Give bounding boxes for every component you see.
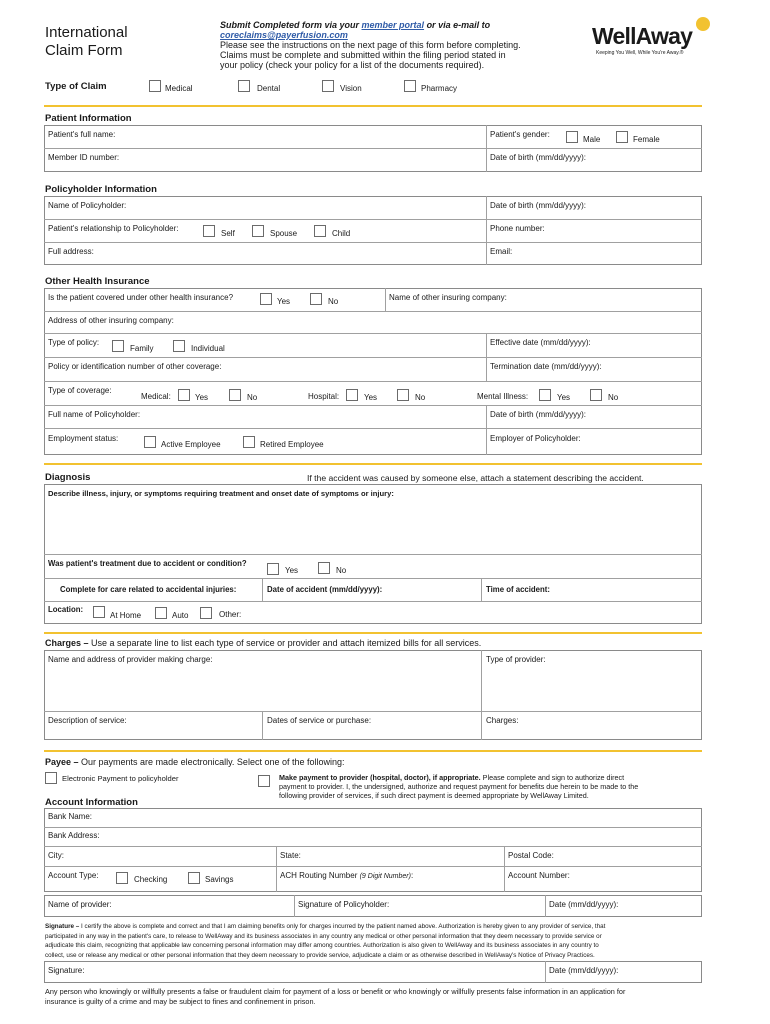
other-insurance-table [44,288,702,455]
account-number-field[interactable]: Account Number: [508,871,570,880]
instruction-line-1: Please see the instructions on the next page of this form before completing. [220,40,521,50]
member-id-field[interactable]: Member ID number: [48,153,120,162]
col-divider [481,578,482,601]
signature-bold: Signature – [45,923,80,930]
accident-yes-label: Yes [285,566,299,575]
row-divider [44,242,702,243]
provider-name-address-field[interactable]: Name and address of provider making charge: [48,655,213,664]
signature-certification [45,922,715,960]
claim-pharmacy-checkbox[interactable] [404,80,416,92]
row-divider [44,711,702,712]
payee-section-title: Payee – [45,757,79,767]
claim-pharmacy-label: Pharmacy [421,84,458,93]
form-title-line1: International [45,24,128,41]
row-divider [44,148,702,149]
ach-label: ACH Routing Number [280,871,360,880]
accident-time-field[interactable]: Time of accident: [486,585,550,594]
policyholder-name-field[interactable]: Name of Policyholder: [48,201,127,210]
signature-field[interactable]: Signature: [48,966,85,975]
service-dates-field[interactable]: Dates of service or purchase: [267,716,372,725]
location-home-label: At Home [110,611,142,620]
col-divider [262,711,263,740]
policy-type-label: Type of policy: [48,338,100,347]
submit-prefix: Submit Completed form via your [220,20,362,30]
payee-provider-bold: Make payment to provider (hospital, doctor), if appropriate. [279,773,481,782]
account-section-title: Account Information [45,797,138,808]
provider-type-field[interactable]: Type of provider: [486,655,546,664]
row-divider [44,846,702,847]
col-divider [481,650,482,740]
accident-yes-checkbox[interactable] [267,563,279,575]
coverage-hospital-yes-checkbox[interactable] [346,389,358,401]
signature-text-3: adjudicate this claim, recognizing that applicable law concerning personal information may differ among countries. Authorization is also given to WellAway and its business associates in any country to [45,942,599,949]
employer-field[interactable]: Employer of Policyholder: [490,434,581,443]
payee-heading [45,757,345,767]
coverage-medical-no-checkbox[interactable] [229,389,241,401]
location-label: Location: [48,605,84,614]
provider-name-field[interactable]: Name of provider: [48,900,112,909]
claim-dental-checkbox[interactable] [238,80,250,92]
relationship-child-label: Child [332,229,351,238]
coverage-mental-yes-checkbox[interactable] [539,389,551,401]
ach-note: (9 Digit Number) [359,873,411,880]
covered-question-label: Is the patient covered under other health insurance? [48,293,234,302]
account-checking-checkbox[interactable] [116,872,128,884]
col-divider [385,288,386,311]
account-type-label: Account Type: [48,871,99,880]
other-company-name-field[interactable]: Name of other insuring company: [389,293,507,302]
signature-text-1: I certify the above is complete and correct and that I am claiming benefits only for charges incurred by the patient named above. Authorization is hereby given to any provider of service, that [79,923,606,930]
payee-electronic-label: Electronic Payment to policyholder [62,774,179,783]
account-checking-label: Checking [134,875,168,884]
divider-line [44,750,702,752]
col-divider [486,333,487,381]
coverage-mental-label: Mental Illness: [477,392,529,401]
location-auto-label: Auto [172,611,189,620]
row-divider [44,405,702,406]
claim-vision-label: Vision [340,84,362,93]
wellaway-logo [590,14,720,58]
coverage-hospital-no-checkbox[interactable] [397,389,409,401]
row-divider [44,219,702,220]
payee-provider-line3: following provider of services, if such direct payment is deemed appropriate by WellAway Limited. [279,791,589,800]
relationship-child-checkbox[interactable] [314,225,326,237]
employment-active-checkbox[interactable] [144,436,156,448]
col-divider [486,196,487,265]
gender-male-label: Male [583,135,601,144]
payee-provider-line2: payment to provider. I, the undersigned, authorize and request payment for benefits due herein to be made to the [279,782,639,791]
covered-no-checkbox[interactable] [310,293,322,305]
covered-no-label: No [328,297,339,306]
fraud-warning-line-2: insurance is guilty of a crime and may be subject to fines and confinement in prison. [45,997,316,1006]
bank-address-field[interactable]: Bank Address: [48,831,100,840]
col-divider [262,578,263,601]
policyholder-email-field[interactable]: Email: [490,247,513,256]
claim-type-label: Type of Claim [45,81,107,92]
location-home-checkbox[interactable] [93,606,105,618]
accidental-injury-label: Complete for care related to accidental injuries: [60,585,237,594]
policy-individual-checkbox[interactable] [173,340,185,352]
col-divider [294,895,295,917]
state-field[interactable]: State: [280,851,301,860]
account-savings-checkbox[interactable] [188,872,200,884]
gender-female-checkbox[interactable] [616,131,628,143]
policy-id-field[interactable]: Policy or identification number of other coverage: [48,362,222,371]
termination-date-field[interactable]: Termination date (mm/dd/yyyy): [490,362,602,371]
col-divider [545,961,546,983]
location-other-checkbox[interactable] [200,607,212,619]
logo-text: WellAway [592,23,693,49]
policyholder-signature-field[interactable]: Signature of Policyholder: [298,900,390,909]
policyholder-section-title: Policyholder Information [45,184,157,195]
other-insurance-section-title: Other Health Insurance [45,276,150,287]
member-portal-link[interactable]: member portal [361,20,425,30]
instruction-line-2: Claims must be complete and submitted within the filing period stated in [220,50,506,60]
row-divider [44,827,702,828]
logo-tagline: Keeping You Well, While You're Away.® [596,50,684,56]
payee-note: Our payments are made electronically. Select one of the following: [78,757,345,767]
row-divider [44,578,702,579]
row-divider [44,333,702,334]
coverage-mental-no-label: No [608,393,619,402]
col-divider [486,405,487,455]
postal-code-field[interactable]: Postal Code: [508,851,554,860]
policyholder-phone-field[interactable]: Phone number: [490,224,545,233]
location-other-label: Other: [219,610,242,619]
covered-yes-label: Yes [277,297,291,306]
form-title-line2: Claim Form [45,42,123,59]
form-title [45,24,128,60]
provider-sig-date-field[interactable]: Date (mm/dd/yyyy): [549,900,619,909]
employment-status-label: Employment status: [48,434,119,443]
payee-provider-checkbox[interactable] [258,775,270,787]
service-description-field[interactable]: Description of service: [48,716,127,725]
row-divider [44,866,702,867]
signature-date-field[interactable]: Date (mm/dd/yyyy): [549,966,619,975]
diagnosis-section-title: Diagnosis [45,472,91,483]
bank-name-field[interactable]: Bank Name: [48,812,93,821]
row-divider [44,357,702,358]
claim-medical-checkbox[interactable] [149,80,161,92]
submit-mid: or via e-mail to [424,20,491,30]
coverage-type-label: Type of coverage: [48,386,112,395]
col-divider [276,846,277,892]
relationship-self-label: Self [221,229,235,238]
charges-note: Use a separate line to list each type of service or provider and attach itemized bills for all services. [88,638,482,648]
charges-heading [45,638,481,648]
ach-colon: : [410,871,414,880]
coverage-mental-yes-label: Yes [557,393,571,402]
diagnosis-description-field[interactable]: Describe illness, injury, or symptoms requiring treatment and onset date of symptoms or injury: [48,489,394,498]
coverage-hospital-label: Hospital: [308,392,340,401]
divider-line [44,463,702,465]
coverage-medical-yes-label: Yes [195,393,209,402]
coverage-hospital-yes-label: Yes [364,393,378,402]
policy-family-label: Family [130,344,154,353]
claim-vision-checkbox[interactable] [322,80,334,92]
accident-date-field[interactable]: Date of accident (mm/dd/yyyy): [267,585,383,594]
instruction-line-3: your policy (check your policy for a list of the documents required). [220,60,485,70]
payee-electronic-checkbox[interactable] [45,772,57,784]
payee-provider-text [279,773,709,800]
charges-amount-field[interactable]: Charges: [486,716,519,725]
other-policyholder-name-field[interactable]: Full name of Policyholder: [48,410,141,419]
gender-male-checkbox[interactable] [566,131,578,143]
effective-date-field[interactable]: Effective date (mm/dd/yyyy): [490,338,591,347]
row-divider [44,381,702,382]
coverage-medical-yes-checkbox[interactable] [178,389,190,401]
relationship-label: Patient's relationship to Policyholder: [48,224,179,233]
city-field[interactable]: City: [48,851,64,860]
charges-section-title: Charges – [45,638,89,648]
coverage-mental-no-checkbox[interactable] [590,389,602,401]
account-savings-label: Savings [205,875,234,884]
employment-active-label: Active Employee [161,440,221,449]
policy-family-checkbox[interactable] [112,340,124,352]
gender-female-label: Female [633,135,660,144]
patient-gender-label: Patient's gender: [490,130,550,139]
covered-yes-checkbox[interactable] [260,293,272,305]
fraud-warning [45,987,715,1007]
patient-section-title: Patient Information [45,113,132,124]
col-divider [545,895,546,917]
employment-retired-label: Retired Employee [260,440,324,449]
col-divider [486,125,487,172]
signature-text-2: participated in any way in the patient's care, to release to WellAway and its business associates in any country any medical or other personal information that they deem necessary to provide service or [45,932,602,940]
accident-no-label: No [336,566,347,575]
submit-instructions [220,20,560,70]
fraud-warning-line-1: Any person who knowingly or willfully presents a false or fraudulent claim for payment of a loss or benefit or who knowingly or willfully presents false information in an application for [45,987,626,996]
policy-individual-label: Individual [191,344,225,353]
row-divider [44,554,702,555]
location-auto-checkbox[interactable] [155,607,167,619]
coverage-medical-no-label: No [247,393,258,402]
patient-full-name-field[interactable]: Patient's full name: [48,130,116,139]
divider-line [44,632,702,634]
patient-dob-field[interactable]: Date of birth (mm/dd/yyyy): [490,153,587,162]
diagnosis-note: If the accident was caused by someone else, attach a statement describing the accident. [307,473,644,483]
employment-retired-checkbox[interactable] [243,436,255,448]
relationship-spouse-checkbox[interactable] [252,225,264,237]
coverage-medical-label: Medical: [141,392,171,401]
claim-dental-label: Dental [257,84,281,93]
relationship-spouse-label: Spouse [270,229,298,238]
claim-medical-label: Medical [165,84,193,93]
row-divider [44,428,702,429]
claims-email-link[interactable]: coreclaims@payerfusion.com [220,30,348,40]
divider-line [44,105,702,107]
other-company-address-field[interactable]: Address of other insuring company: [48,316,174,325]
other-policyholder-dob-field[interactable]: Date of birth (mm/dd/yyyy): [490,410,587,419]
policyholder-dob-field[interactable]: Date of birth (mm/dd/yyyy): [490,201,587,210]
relationship-self-checkbox[interactable] [203,225,215,237]
row-divider [44,601,702,602]
coverage-hospital-no-label: No [415,393,426,402]
row-divider [44,311,702,312]
policyholder-address-field[interactable]: Full address: [48,247,94,256]
payee-provider-line1: Please complete and sign to authorize direct [480,773,625,782]
accident-question-label: Was patient's treatment due to accident or condition? [48,559,247,568]
col-divider [504,846,505,892]
accident-no-checkbox[interactable] [318,562,330,574]
logo-sun-icon [696,17,710,31]
ach-routing-field[interactable] [280,871,413,880]
signature-text-4: collect, use or release any medical or other personal information that they deem necessary to provide service, adjudicate a claim or as otherwise described in WellAway's Notice of Privacy Practices. [45,951,595,959]
